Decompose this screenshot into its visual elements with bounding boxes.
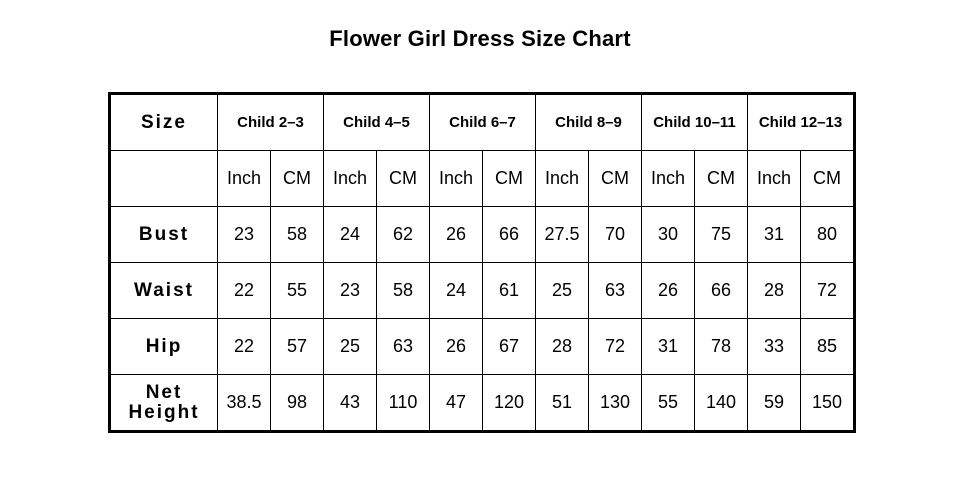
measurement-row bbox=[110, 319, 855, 375]
measurement-value: 25 bbox=[536, 263, 589, 319]
measurement-value: 120 bbox=[483, 375, 536, 432]
size-chart-table-body bbox=[110, 94, 855, 432]
unit-header-cm: CM bbox=[801, 151, 855, 207]
size-group-header: Child 12–13 bbox=[748, 94, 855, 151]
measurement-value: 59 bbox=[748, 375, 801, 432]
measurement-value: 28 bbox=[536, 319, 589, 375]
unit-header-row bbox=[110, 151, 855, 207]
measurement-value: 57 bbox=[271, 319, 324, 375]
measurement-value: 24 bbox=[324, 207, 377, 263]
measurement-label: Waist bbox=[110, 263, 218, 319]
measurement-value: 55 bbox=[271, 263, 324, 319]
unit-header-cm: CM bbox=[589, 151, 642, 207]
measurement-value: 70 bbox=[589, 207, 642, 263]
unit-header-inch: Inch bbox=[430, 151, 483, 207]
measurement-value: 62 bbox=[377, 207, 430, 263]
measurement-row bbox=[110, 263, 855, 319]
measurement-value: 38.5 bbox=[218, 375, 271, 432]
measurement-value: 23 bbox=[218, 207, 271, 263]
measurement-value: 22 bbox=[218, 319, 271, 375]
measurement-label: Bust bbox=[110, 207, 218, 263]
measurement-value: 55 bbox=[642, 375, 695, 432]
measurement-value: 22 bbox=[218, 263, 271, 319]
measurement-value: 72 bbox=[589, 319, 642, 375]
measurement-value: 63 bbox=[589, 263, 642, 319]
size-group-header-row bbox=[110, 94, 855, 151]
measurement-value: 23 bbox=[324, 263, 377, 319]
unit-header-cm: CM bbox=[377, 151, 430, 207]
size-group-header: Child 10–11 bbox=[642, 94, 748, 151]
measurement-value: 150 bbox=[801, 375, 855, 432]
measurement-value: 130 bbox=[589, 375, 642, 432]
measurement-value: 31 bbox=[748, 207, 801, 263]
measurement-value: 26 bbox=[642, 263, 695, 319]
measurement-value: 98 bbox=[271, 375, 324, 432]
unit-header-inch: Inch bbox=[324, 151, 377, 207]
measurement-value: 33 bbox=[748, 319, 801, 375]
measurement-value: 25 bbox=[324, 319, 377, 375]
unit-header-inch: Inch bbox=[218, 151, 271, 207]
size-group-header: Child 4–5 bbox=[324, 94, 430, 151]
measurement-value: 28 bbox=[748, 263, 801, 319]
measurement-value: 66 bbox=[695, 263, 748, 319]
measurement-value: 51 bbox=[536, 375, 589, 432]
measurement-value: 80 bbox=[801, 207, 855, 263]
size-chart-table bbox=[108, 92, 856, 433]
size-group-header: Child 8–9 bbox=[536, 94, 642, 151]
chart-title: Flower Girl Dress Size Chart bbox=[329, 26, 631, 51]
measurement-value: 110 bbox=[377, 375, 430, 432]
measurement-label-line: Height bbox=[128, 401, 200, 423]
measurement-value: 58 bbox=[377, 263, 430, 319]
measurement-row bbox=[110, 375, 855, 432]
measurement-value: 67 bbox=[483, 319, 536, 375]
unit-header-inch: Inch bbox=[536, 151, 589, 207]
measurement-value: 58 bbox=[271, 207, 324, 263]
measurement-value: 85 bbox=[801, 319, 855, 375]
unit-header-inch: Inch bbox=[748, 151, 801, 207]
unit-header-cm: CM bbox=[483, 151, 536, 207]
measurement-value: 61 bbox=[483, 263, 536, 319]
measurement-label-line: Net bbox=[145, 381, 183, 403]
measurement-value: 31 bbox=[642, 319, 695, 375]
measurement-label: Hip bbox=[110, 319, 218, 375]
measurement-value: 27.5 bbox=[536, 207, 589, 263]
measurement-value: 30 bbox=[642, 207, 695, 263]
measurement-value: 24 bbox=[430, 263, 483, 319]
measurement-value: 75 bbox=[695, 207, 748, 263]
measurement-value: 26 bbox=[430, 207, 483, 263]
measurement-value: 26 bbox=[430, 319, 483, 375]
size-group-header: Child 2–3 bbox=[218, 94, 324, 151]
measurement-value: 66 bbox=[483, 207, 536, 263]
measurement-value: 72 bbox=[801, 263, 855, 319]
measurement-row bbox=[110, 207, 855, 263]
measurement-value: 78 bbox=[695, 319, 748, 375]
measurement-value: 140 bbox=[695, 375, 748, 432]
unit-header-blank-cell bbox=[110, 151, 218, 207]
measurement-value: 43 bbox=[324, 375, 377, 432]
unit-header-cm: CM bbox=[271, 151, 324, 207]
size-group-header: Child 6–7 bbox=[430, 94, 536, 151]
unit-header-inch: Inch bbox=[642, 151, 695, 207]
measurement-value: 47 bbox=[430, 375, 483, 432]
size-header-label: Size bbox=[110, 94, 218, 151]
measurement-value: 63 bbox=[377, 319, 430, 375]
unit-header-cm: CM bbox=[695, 151, 748, 207]
measurement-label bbox=[110, 375, 218, 432]
